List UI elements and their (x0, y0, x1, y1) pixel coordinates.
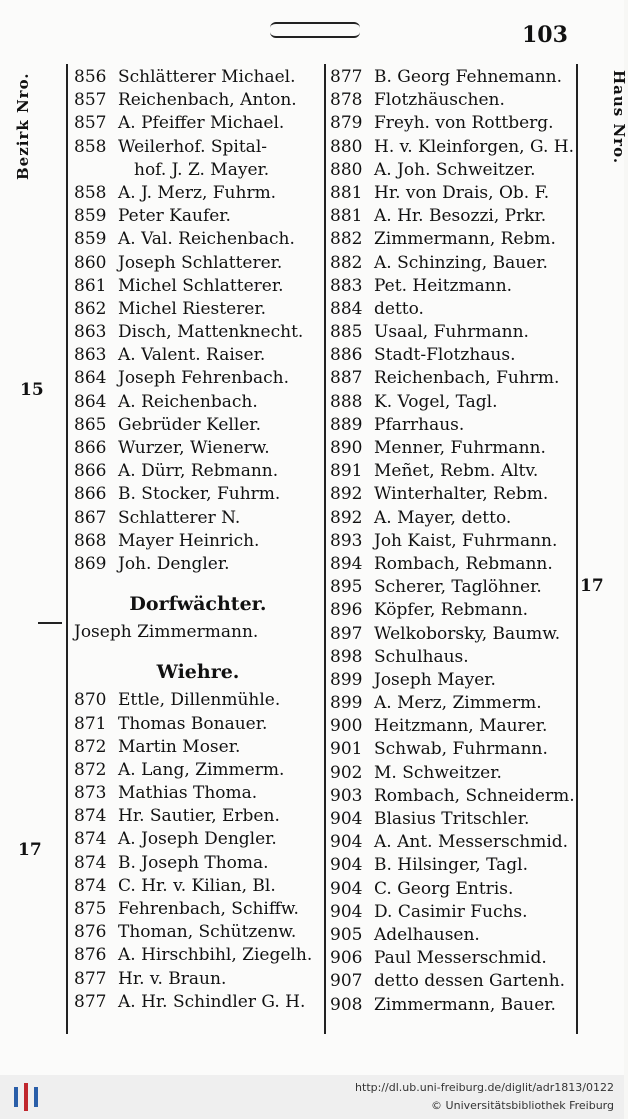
resident-name: Joh. Dengler. (118, 553, 230, 574)
resident-name: B. Joseph Thoma. (118, 852, 269, 873)
house-number: 887 (330, 368, 363, 389)
list-item (330, 530, 576, 553)
spacer (74, 644, 322, 655)
list-item (330, 854, 576, 877)
list-item (74, 159, 322, 182)
library-logo-icon (12, 1083, 40, 1111)
house-number: 888 (330, 391, 363, 412)
list-item (74, 275, 322, 298)
resident-name: Joh Kaist, Fuhrmann. (374, 530, 558, 551)
list-item (330, 669, 576, 692)
house-number: 859 (74, 206, 107, 227)
house-number: 864 (74, 391, 107, 412)
resident-name: Hr. von Drais, Ob. F. (374, 182, 550, 203)
resident-name: A. Valent. Raiser. (118, 345, 266, 366)
list-item (330, 89, 576, 112)
house-number: 873 (74, 783, 107, 804)
section-heading: Dorfwächter. (129, 593, 267, 616)
list-item (330, 692, 576, 715)
house-number: 886 (330, 345, 363, 366)
house-number: 894 (330, 553, 363, 574)
list-item (74, 391, 322, 414)
house-number: 890 (330, 438, 363, 458)
list-item (330, 321, 576, 344)
house-number: 866 (74, 438, 107, 458)
list-item (330, 599, 576, 622)
resident-name: Welkoborsky, Baumw. (374, 623, 561, 644)
list-item (330, 970, 576, 993)
house-number: 897 (330, 623, 363, 644)
resident-name: B. Hilsinger, Tagl. (374, 855, 528, 876)
resident-name: Blasius Tritschler. (374, 809, 530, 829)
house-number: 882 (330, 229, 363, 250)
resident-name: hof. J. Z. Mayer. (134, 159, 270, 180)
house-number: 883 (330, 275, 363, 296)
resident-name: Hr. Sautier, Erben. (118, 806, 280, 827)
resident-name: B. Georg Fehnemann. (374, 67, 563, 87)
list-item (330, 646, 576, 669)
list-item (74, 530, 322, 553)
resident-name: Mathias Thoma. (118, 783, 258, 804)
resident-name: Schwab, Fuhrmann. (374, 739, 548, 760)
house-number: 878 (330, 90, 363, 111)
resident-name: Rombach, Schneiderm. (374, 785, 575, 806)
house-number: 859 (74, 229, 107, 250)
house-number: 905 (330, 924, 363, 945)
resident-name: A. Dürr, Rebmann. (118, 461, 279, 482)
list-item (330, 391, 576, 414)
resident-name: Pfarrhaus. (374, 414, 465, 435)
list-item (330, 738, 576, 761)
house-number: 904 (330, 809, 363, 829)
resident-name: Martin Moser. (118, 736, 241, 757)
house-number: 881 (330, 206, 363, 227)
house-number: 892 (330, 484, 363, 505)
resident-name: A. Hr. Schindler G. H. (118, 991, 306, 1012)
list-item (74, 89, 322, 112)
house-number: 904 (330, 855, 363, 876)
margin-mark-17-right: 17 (580, 576, 604, 596)
list-item (330, 924, 576, 947)
house-number: 858 (74, 182, 107, 203)
resident-name: Schlätterer Michael. (118, 67, 296, 87)
resident-name: A. Lang, Zimmerm. (118, 759, 285, 780)
house-number: 877 (330, 67, 363, 87)
house-number: 863 (74, 345, 107, 366)
house-number: 877 (74, 968, 107, 989)
list-item (330, 762, 576, 785)
resident-name: Scherer, Taglöhner. (374, 577, 542, 598)
list-item (330, 228, 576, 251)
footer-copyright: © Universitätsbibliothek Freiburg (431, 1099, 614, 1112)
list-item (74, 689, 322, 712)
resident-name: A. Reichenbach. (118, 391, 258, 412)
margin-mark-15: 15 (20, 380, 44, 400)
resident-name: Köpfer, Rebmann. (374, 600, 529, 621)
resident-name: A. Merz, Zimmerm. (374, 693, 542, 714)
list-item (74, 460, 322, 483)
resident-name: Joseph Mayer. (374, 669, 496, 690)
house-number: 872 (74, 736, 107, 757)
house-number: 860 (74, 252, 107, 273)
list-item (74, 344, 322, 367)
house-number: 877 (74, 991, 107, 1012)
house-number: 904 (330, 901, 363, 922)
house-number: 884 (330, 298, 363, 319)
list-item (74, 321, 322, 344)
resident-name: Peter Kaufer. (118, 206, 231, 227)
house-number: 899 (330, 669, 363, 690)
house-number: 874 (74, 806, 107, 827)
list-item (74, 228, 322, 251)
list-item (330, 344, 576, 367)
resident-name: Weilerhof. Spital- (118, 136, 267, 157)
section-heading: Wiehre. (156, 661, 240, 684)
list-item (74, 205, 322, 228)
resident-name: Michel Riesterer. (118, 298, 266, 319)
house-number: 895 (330, 577, 363, 598)
list-item (74, 437, 322, 460)
list-item (74, 991, 322, 1014)
house-number: 896 (330, 600, 363, 621)
list-item (74, 507, 322, 530)
resident-name: Fehrenbach, Schiffw. (118, 899, 299, 919)
resident-name: Mayer Heinrich. (118, 530, 260, 551)
house-number: 861 (74, 275, 107, 296)
house-number: 865 (74, 414, 107, 435)
house-number: 902 (330, 762, 363, 783)
house-number (74, 159, 118, 182)
house-number: 863 (74, 322, 107, 343)
resident-name: A. Hirschbihl, Ziegelh. (118, 945, 313, 966)
resident-name: detto. (374, 298, 424, 319)
resident-name: Pet. Heitzmann. (374, 275, 513, 296)
resident-name: C. Georg Entris. (374, 878, 514, 899)
resident-name: Winterhalter, Rebm. (374, 484, 549, 505)
list-item (74, 66, 322, 89)
resident-name: A. Schinzing, Bauer. (374, 252, 548, 273)
list-item (74, 136, 322, 159)
house-number: 871 (74, 713, 107, 734)
house-number: 907 (330, 971, 363, 992)
resident-name: Rombach, Rebmann. (374, 553, 553, 574)
list-item (330, 994, 576, 1017)
resident-name: Gebrüder Keller. (118, 414, 261, 435)
resident-name: Flotzhäuschen. (374, 90, 505, 111)
list-item (74, 414, 322, 437)
house-number: 898 (330, 646, 363, 667)
resident-name: K. Vogel, Tagl. (374, 391, 498, 412)
list-item (330, 553, 576, 576)
house-number: 872 (74, 759, 107, 780)
resident-name: D. Casimir Fuchs. (374, 901, 528, 922)
resident-name: A. J. Merz, Fuhrm. (118, 182, 277, 203)
list-item (330, 483, 576, 506)
list-item (330, 808, 576, 831)
house-number: 858 (74, 136, 107, 157)
house-number: 876 (74, 945, 107, 966)
resident-name: Menner, Fuhrmann. (374, 438, 546, 458)
house-number: 906 (330, 948, 363, 969)
resident-name: Adelhausen. (374, 924, 480, 945)
right-column (330, 66, 576, 1017)
house-number: 864 (74, 368, 107, 389)
list-item (330, 901, 576, 924)
list-item (330, 715, 576, 738)
house-number: 867 (74, 507, 107, 528)
house-number: 892 (330, 507, 363, 528)
resident-name: detto dessen Gartenh. (374, 971, 566, 992)
house-number: 866 (74, 484, 107, 505)
resident-name: Joseph Schlatterer. (118, 252, 283, 273)
house-number: 866 (74, 461, 107, 482)
house-number: 868 (74, 530, 107, 551)
side-label-district: Bezirk Nro. (14, 72, 32, 180)
resident-name: A. Mayer, detto. (374, 507, 512, 528)
list-item (74, 921, 322, 944)
house-number: 880 (330, 136, 363, 157)
resident-name: A. Joseph Dengler. (118, 829, 277, 850)
resident-name: Ettle, Dillenmühle. (118, 690, 281, 711)
list-item (74, 898, 322, 921)
house-number: 876 (74, 922, 107, 943)
list-item: Joseph Zimmermann. (74, 622, 259, 643)
list-item (74, 782, 322, 805)
footer-url-link[interactable]: http://dl.ub.uni-freiburg.de/diglit/adr1813/0122 (355, 1081, 614, 1094)
house-number: 881 (330, 182, 363, 203)
list-item (330, 785, 576, 808)
center-rule (324, 64, 326, 1034)
list-item (74, 944, 322, 967)
resident-name: Thoman, Schützenw. (118, 922, 297, 943)
list-item (330, 205, 576, 228)
margin-dash (38, 622, 62, 624)
resident-name: Schlatterer N. (118, 507, 241, 528)
resident-name: Paul Messerschmid. (374, 948, 547, 969)
house-number: 904 (330, 878, 363, 899)
list-item (74, 736, 322, 759)
list-item (74, 713, 322, 736)
list-item (330, 275, 576, 298)
resident-name: Schulhaus. (374, 646, 469, 667)
house-number: 856 (74, 67, 107, 87)
resident-name: Zimmermann, Rebm. (374, 229, 556, 250)
resident-name: Reichenbach, Fuhrm. (374, 368, 560, 389)
house-number: 908 (330, 994, 363, 1015)
house-number: 862 (74, 298, 107, 319)
resident-name: Meñet, Rebm. Altv. (374, 461, 539, 482)
list-item (330, 367, 576, 390)
resident-name: A. Pfeiffer Michael. (118, 113, 285, 134)
spacer (74, 576, 322, 587)
resident-name: A. Ant. Messerschmid. (374, 832, 569, 853)
resident-name: Wurzer, Wienerw. (118, 438, 270, 458)
list-item (74, 805, 322, 828)
list-item (74, 852, 322, 875)
house-number: 857 (74, 90, 107, 111)
house-number: 880 (330, 159, 363, 180)
list-item (330, 252, 576, 275)
resident-name: A. Hr. Besozzi, Prkr. (374, 206, 547, 227)
list-item (330, 878, 576, 901)
margin-mark-17-left: 17 (18, 840, 42, 860)
resident-name: Freyh. von Rottberg. (374, 113, 554, 134)
resident-name: Stadt-Flotzhaus. (374, 345, 516, 366)
list-item (74, 875, 322, 898)
page-number: 103 (522, 22, 568, 48)
list-item (330, 576, 576, 599)
list-item (74, 553, 322, 576)
house-number: 889 (330, 414, 363, 435)
resident-name: Zimmermann, Bauer. (374, 994, 556, 1015)
house-number: 857 (74, 113, 107, 134)
side-label-house: Haus Nro. (610, 70, 628, 165)
house-number: 874 (74, 875, 107, 896)
list-item (330, 623, 576, 646)
house-number: 893 (330, 530, 363, 551)
list-item (330, 460, 576, 483)
house-number: 869 (74, 553, 107, 574)
resident-name: C. Hr. v. Kilian, Bl. (118, 875, 276, 896)
list-item (74, 828, 322, 851)
resident-name: Disch, Mattenknecht. (118, 322, 304, 343)
right-rule (576, 64, 578, 1034)
list-item (74, 112, 322, 135)
resident-name: Hr. v. Braun. (118, 968, 227, 989)
list-item (330, 831, 576, 854)
house-number: 885 (330, 322, 363, 343)
house-number: 870 (74, 690, 107, 711)
list-item (330, 112, 576, 135)
house-number: 891 (330, 461, 363, 482)
list-item (330, 437, 576, 460)
resident-name: A. Val. Reichenbach. (118, 229, 295, 250)
header-ornament (270, 22, 360, 38)
list-item (330, 182, 576, 205)
list-item (74, 968, 322, 991)
house-number: 874 (74, 852, 107, 873)
list-item (330, 947, 576, 970)
resident-name: A. Joh. Schweitzer. (374, 159, 536, 180)
list-item (74, 759, 322, 782)
left-rule (66, 64, 68, 1034)
house-number: 879 (330, 113, 363, 134)
resident-name: Michel Schlatterer. (118, 275, 284, 296)
footer-bar (0, 1075, 624, 1119)
resident-name: Heitzmann, Maurer. (374, 716, 548, 737)
resident-name: Joseph Fehrenbach. (118, 368, 289, 389)
list-item (330, 136, 576, 159)
house-number: 904 (330, 832, 363, 853)
resident-name: M. Schweitzer. (374, 762, 502, 783)
list-item (74, 298, 322, 321)
list-item (330, 159, 576, 182)
list-item (74, 483, 322, 506)
house-number: 874 (74, 829, 107, 850)
house-number: 903 (330, 785, 363, 806)
list-item (330, 507, 576, 530)
left-column (74, 66, 322, 1014)
house-number: 875 (74, 899, 107, 919)
house-number: 901 (330, 739, 363, 760)
list-item (330, 66, 576, 89)
house-number: 899 (330, 693, 363, 714)
house-number: 882 (330, 252, 363, 273)
resident-name: B. Stocker, Fuhrm. (118, 484, 281, 505)
list-item (330, 414, 576, 437)
resident-name: Usaal, Fuhrmann. (374, 322, 529, 343)
resident-name: Reichenbach, Anton. (118, 90, 297, 111)
resident-name: Thomas Bonauer. (118, 713, 268, 734)
list-item (74, 182, 322, 205)
list-item (74, 252, 322, 275)
house-number: 900 (330, 716, 363, 737)
list-item (330, 298, 576, 321)
list-item (74, 367, 322, 390)
resident-name: H. v. Kleinforgen, G. H. (374, 136, 574, 157)
